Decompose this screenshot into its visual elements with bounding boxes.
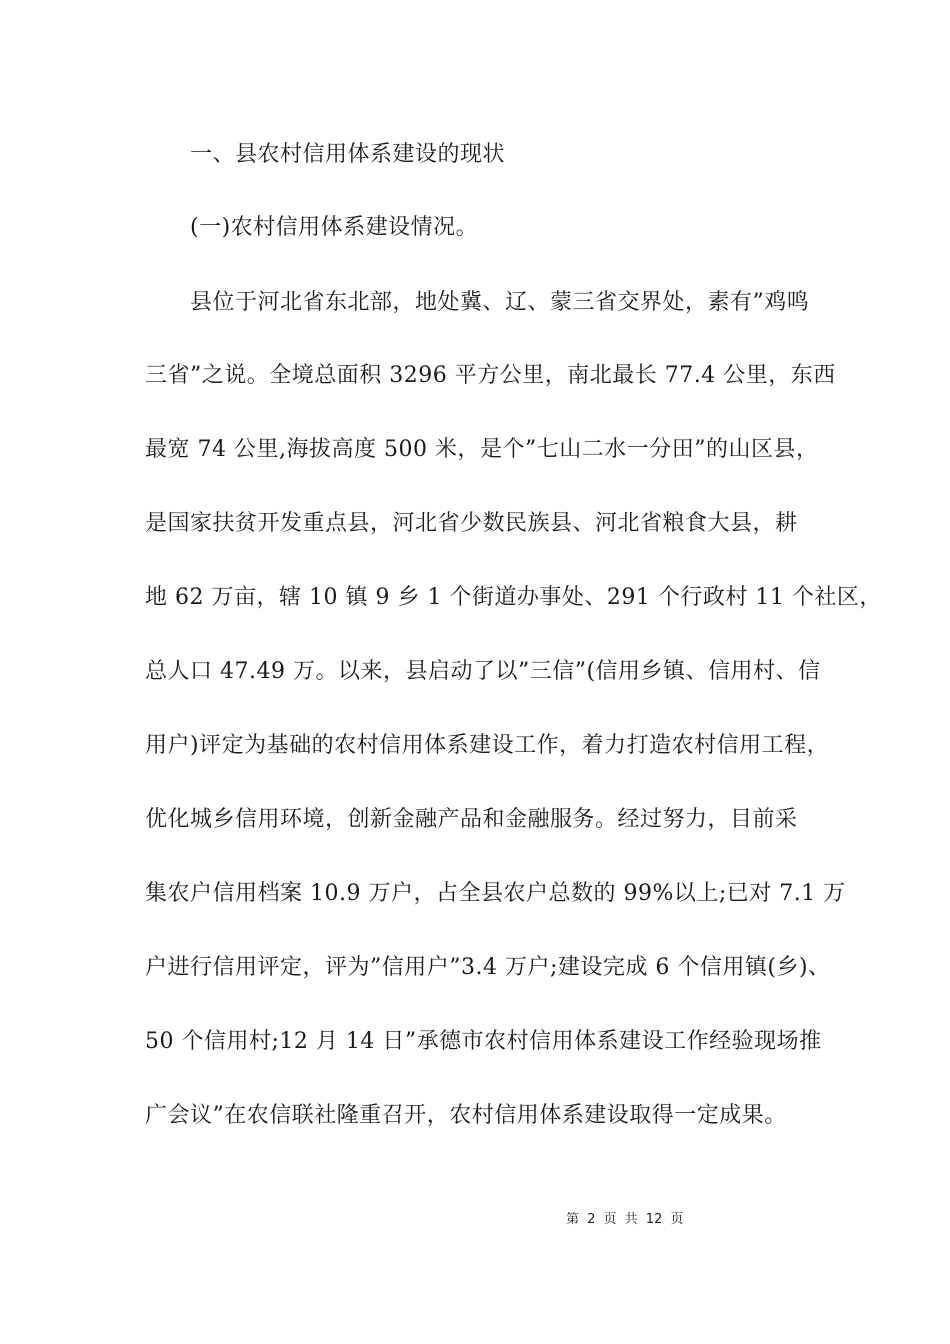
paragraph-line: 县位于河北省东北部，地处冀、辽、蒙三省交界处，素有”鸡鸣	[190, 290, 810, 315]
paragraph-line: 广会议”在农信联社隆重召开，农村信用体系建设取得一定成果。	[145, 1103, 787, 1128]
paragraph-line: 总人口 47.49 万。以来，县启动了以”三信”(信用乡镇、信用村、信	[145, 659, 821, 684]
section-heading: 一、县农村信用体系建设的现状	[190, 142, 506, 167]
paragraph-line: 是国家扶贫开发重点县，河北省少数民族县、河北省粮食大县，耕	[145, 511, 798, 536]
paragraph-line: 用户)评定为基础的农村信用体系建设工作，着力打造农村信用工程，	[145, 733, 830, 758]
paragraph-line: 户进行信用评定，评为”信用户”3.4 万户;建设完成 6 个信用镇(乡)、	[145, 955, 831, 980]
subsection-heading: (一)农村信用体系建设情况。	[190, 215, 479, 240]
paragraph-line: 50 个信用村;12 月 14 日”承德市农村信用体系建设工作经验现场推	[145, 1029, 822, 1054]
paragraph-line: 三省”之说。全境总面积 3296 平方公里，南北最长 77.4 公里，东西	[145, 363, 836, 388]
page-number-footer: 第 2 页 共 12 页	[566, 1212, 684, 1227]
paragraph-line: 优化城乡信用环境，创新金融产品和金融服务。经过努力，目前采	[145, 807, 798, 832]
paragraph-line: 集农户信用档案 10.9 万户，占全县农户总数的 99%以上;已对 7.1 万	[145, 881, 846, 906]
paragraph-line: 最宽 74 公里,海拔高度 500 米，是个”七山二水一分田”的山区县，	[145, 437, 819, 462]
paragraph-line: 地 62 万亩，辖 10 镇 9 乡 1 个街道办事处、291 个行政村 11 个社区，	[145, 585, 882, 610]
